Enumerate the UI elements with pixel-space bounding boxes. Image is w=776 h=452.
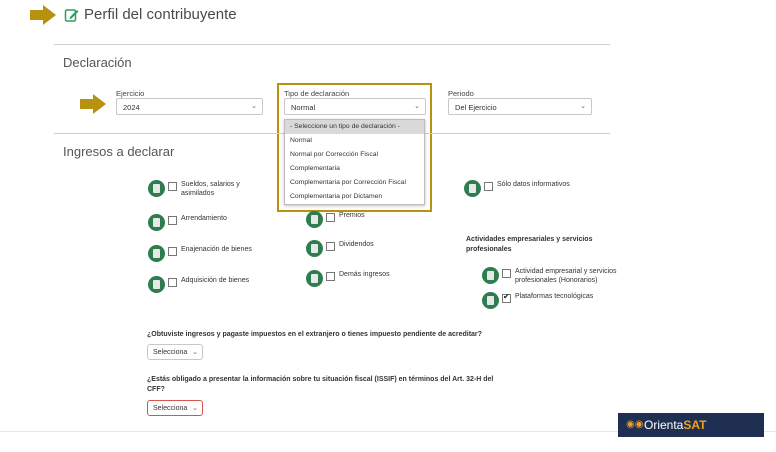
plataformas-icon [482, 292, 499, 309]
ejercicio-label: Ejercicio [116, 89, 145, 98]
enajenacion-icon [148, 245, 165, 262]
income-dividendos [306, 240, 374, 257]
dividendos-checkbox[interactable] [326, 242, 335, 251]
tipo-declaracion-dropdown [284, 119, 425, 205]
demas-ingresos-checkbox[interactable] [326, 272, 335, 281]
income-solo-datos [464, 180, 570, 197]
section-declaracion-title: Declaración [63, 55, 132, 70]
issif-select[interactable] [147, 400, 203, 416]
arrendamiento-label: Arrendamiento [181, 215, 227, 222]
sueldos-checkbox[interactable] [168, 182, 177, 191]
highlight-arrow-icon [30, 5, 56, 25]
owl-icon: ◉◉ [626, 419, 644, 430]
demas-ingresos-label: Demás ingresos [339, 271, 390, 278]
premios-icon [306, 211, 323, 228]
actividades-title: Actividades empresariales y servicios profesionales [466, 236, 593, 253]
question-extranjero: ¿Obtuviste ingresos y pagaste impuestos en el extranjero o tienes impuesto pendiente de acreditar? [147, 331, 482, 338]
tipo-option[interactable]: Complementaria por Dictamen [290, 193, 383, 200]
tipo-option[interactable]: Complementaria [290, 165, 340, 172]
income-demas [306, 270, 390, 287]
dividendos-icon [306, 240, 323, 257]
tipo-declaracion-label: Tipo de declaración [284, 89, 350, 98]
enajenacion-label: Enajenación de bienes [181, 246, 252, 253]
chevron-down-icon: ⌄ [192, 405, 198, 412]
ejercicio-select[interactable] [116, 98, 263, 115]
premios-checkbox[interactable] [326, 213, 335, 222]
sueldos-label: Sueldos, salarios y asimilados [181, 181, 240, 197]
chevron-down-icon: ⌄ [192, 349, 198, 356]
income-arrendamiento [148, 214, 227, 231]
adquisicion-label: Adquisición de bienes [181, 277, 250, 284]
periodo-select[interactable] [448, 98, 592, 115]
page-title [64, 6, 237, 23]
premios-label: Premios [339, 212, 365, 219]
adquisicion-icon [148, 276, 165, 293]
income-plataformas [482, 292, 593, 309]
solo-datos-label: Sólo datos informativos [497, 181, 570, 188]
section-ingresos-title: Ingresos a declarar [63, 144, 175, 159]
sueldos-icon [148, 180, 165, 197]
edit-icon [64, 7, 80, 23]
tipo-option[interactable]: - Seleccione un tipo de declaración - [285, 120, 424, 134]
income-adquisicion [148, 276, 249, 293]
tipo-declaracion-select[interactable] [284, 98, 426, 115]
income-sueldos [148, 180, 253, 198]
periodo-value: Del Ejercicio [455, 103, 497, 112]
arrendamiento-icon [148, 214, 165, 231]
tipo-declaracion-value: Normal [291, 103, 316, 112]
issif-select-value: Selecciona [153, 405, 188, 412]
divider [54, 44, 610, 45]
page-title-text: Perfil del contribuyente [84, 6, 237, 23]
chevron-down-icon: ⌄ [580, 103, 586, 110]
chevron-down-icon: ⌄ [414, 103, 420, 110]
plataformas-label: Plataformas tecnológicas [515, 293, 594, 300]
highlight-arrow-icon [80, 94, 106, 114]
solo-datos-icon [464, 180, 481, 197]
extranjero-select-value: Selecciona [153, 349, 188, 356]
enajenacion-checkbox[interactable] [168, 247, 177, 256]
arrendamiento-checkbox[interactable] [168, 216, 177, 225]
actividad-empresarial-label: Actividad empresarial y servicios profesionales (Honorarios) [515, 268, 617, 284]
chevron-down-icon: ⌄ [251, 103, 257, 110]
actividad-empresarial-checkbox[interactable] [502, 269, 511, 278]
demas-ingresos-icon [306, 270, 323, 287]
plataformas-checkbox[interactable] [502, 294, 511, 303]
adquisicion-checkbox[interactable] [168, 278, 177, 287]
brand-part1: Orienta [644, 418, 684, 432]
solo-datos-checkbox[interactable] [484, 182, 493, 191]
income-actividad-empresarial [482, 267, 627, 285]
ejercicio-value: 2024 [123, 103, 140, 112]
periodo-label: Periodo [448, 89, 474, 98]
orientasat-logo [618, 413, 764, 437]
dividendos-label: Dividendos [339, 241, 374, 248]
tipo-option[interactable]: Complementaria por Corrección Fiscal [290, 179, 406, 186]
brand-part2: SAT [683, 418, 707, 432]
question-issif: ¿Estás obligado a presentar la información sobre tu situación fiscal (ISSIF) en términos del Art. 32-H del CFF? [147, 376, 494, 393]
tipo-option[interactable]: Normal [290, 137, 312, 144]
actividad-empresarial-icon [482, 267, 499, 284]
extranjero-select[interactable] [147, 344, 203, 360]
income-premios [306, 211, 365, 228]
tipo-option[interactable]: Normal por Corrección Fiscal [290, 151, 379, 158]
income-enajenacion [148, 245, 252, 262]
